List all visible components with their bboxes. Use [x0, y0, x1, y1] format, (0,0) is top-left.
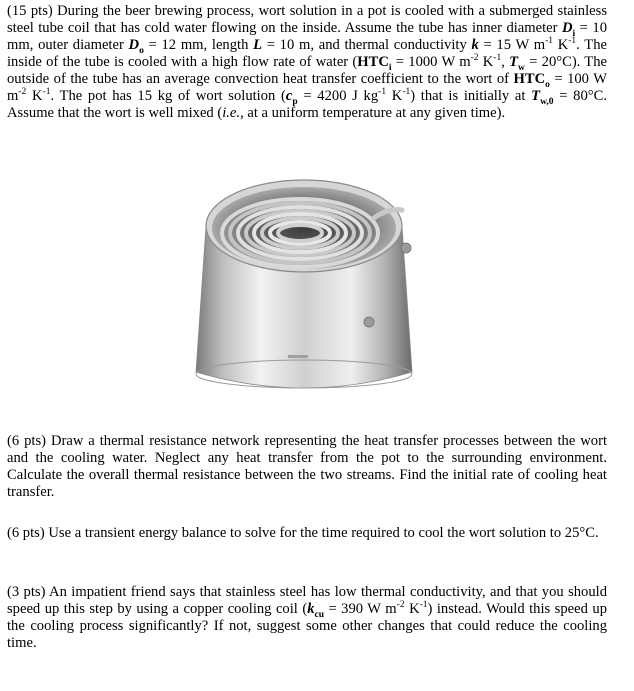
text-run: = 20°C). The outside of the tube has an average convection heat transfer coefficient to the wort of [7, 54, 607, 87]
text-run: = 15 W m [478, 37, 546, 53]
text-run: . The inside of the tube is cooled with a high flow rate of water ( [7, 37, 607, 70]
text-run: = 4200 J kg [297, 88, 379, 104]
text-run: K [386, 88, 403, 104]
text-run: . The pot has 15 kg of wort solution ( [50, 88, 286, 104]
question-copper-coil [7, 584, 607, 652]
fitting-lower [364, 317, 374, 327]
subscript: p [292, 96, 298, 107]
text-run-italic: i.e. [222, 105, 241, 121]
subscript: cu [314, 609, 324, 620]
symbol-copper-conductivity: k [307, 601, 315, 617]
text-run: An impatient friend says that stainless steel has low thermal conductivity, and that you should speed up this step by using a copper cooling coil ( [7, 584, 607, 617]
symbol-specific-heat: c [285, 88, 293, 104]
text-run: = 1000 W m [391, 54, 471, 70]
subscript: i [572, 28, 576, 39]
text-run: = 100 W m [7, 71, 607, 104]
text-run: Use a transient energy balance to solve for the time required to cool the wort solution to 25°C. [44, 525, 599, 541]
text-run: = 10 mm, outer diameter [7, 20, 607, 53]
subscript: i [388, 62, 392, 73]
superscript: -1 [42, 87, 51, 98]
symbol-initial-wort-temperature: T [531, 88, 541, 104]
symbol-water-temperature: T [509, 54, 519, 70]
text-run: = 12 mm, length [143, 37, 254, 53]
points-label: (6 pts) [7, 525, 45, 541]
subscript: o [545, 79, 550, 90]
symbol-htc-inner: HTC [357, 54, 389, 70]
text-run: = 80°C. Assume that the wort is well mixed ( [7, 88, 607, 121]
subscript: w,0 [540, 96, 554, 107]
text-run: ) that is initially at [410, 88, 532, 104]
pot-label [288, 355, 308, 358]
symbol-inner-diameter: D [562, 20, 573, 36]
subscript: o [139, 45, 144, 56]
points-label: (6 pts) [7, 433, 46, 449]
symbol-htc-outer: HTC [513, 71, 546, 87]
wort-chiller-pot-image [188, 178, 420, 400]
text-run: K [478, 54, 494, 70]
points-label: (3 pts) [7, 584, 46, 600]
question-thermal-network [7, 433, 607, 501]
superscript: -1 [493, 53, 502, 64]
symbol-thermal-conductivity: k [471, 37, 479, 53]
points-label: (15 pts) [7, 3, 53, 19]
text-run: K [552, 37, 569, 53]
text-run: Draw a thermal resistance network representing the heat transfer processes between the wort and the cooling water. Neglect any heat transfer from the pot to the surrounding environment. Calculate the overall thermal resistance between the two streams. Find the initial rate of cooling heat transfer. [7, 433, 608, 500]
superscript: -1 [545, 36, 553, 47]
text-run: ) instead. Would this speed up the cooling process significantly? If not, suggest some other changes that could reduce the cooling time. [7, 601, 607, 651]
superscript: -1 [402, 87, 411, 98]
text-run: = 390 W m [323, 601, 397, 617]
symbol-outer-diameter: D [128, 37, 140, 53]
superscript: -2 [396, 600, 405, 611]
text-run: K [404, 601, 420, 617]
question-transient-balance [7, 525, 607, 542]
text-run: K [26, 88, 43, 104]
symbol-length: L [253, 37, 263, 53]
superscript: -1 [419, 600, 428, 611]
superscript: -2 [18, 87, 27, 98]
superscript: -1 [378, 87, 387, 98]
text-run: During the beer brewing process, wort solution in a pot is cooled with a submerged stainless steel tube coil that has cold water flowing on the inside. Assume the tube has inner diameter [7, 3, 607, 36]
text-run: , at a uniform temperature at any given time). [240, 105, 506, 121]
text-run: , [501, 54, 510, 70]
text-run: = 10 m, and thermal conductivity [262, 37, 472, 53]
fitting-upper [401, 243, 411, 253]
subscript: w [518, 62, 525, 73]
superscript: -2 [470, 53, 479, 64]
problem-statement [7, 3, 607, 122]
superscript: -1 [568, 36, 577, 47]
